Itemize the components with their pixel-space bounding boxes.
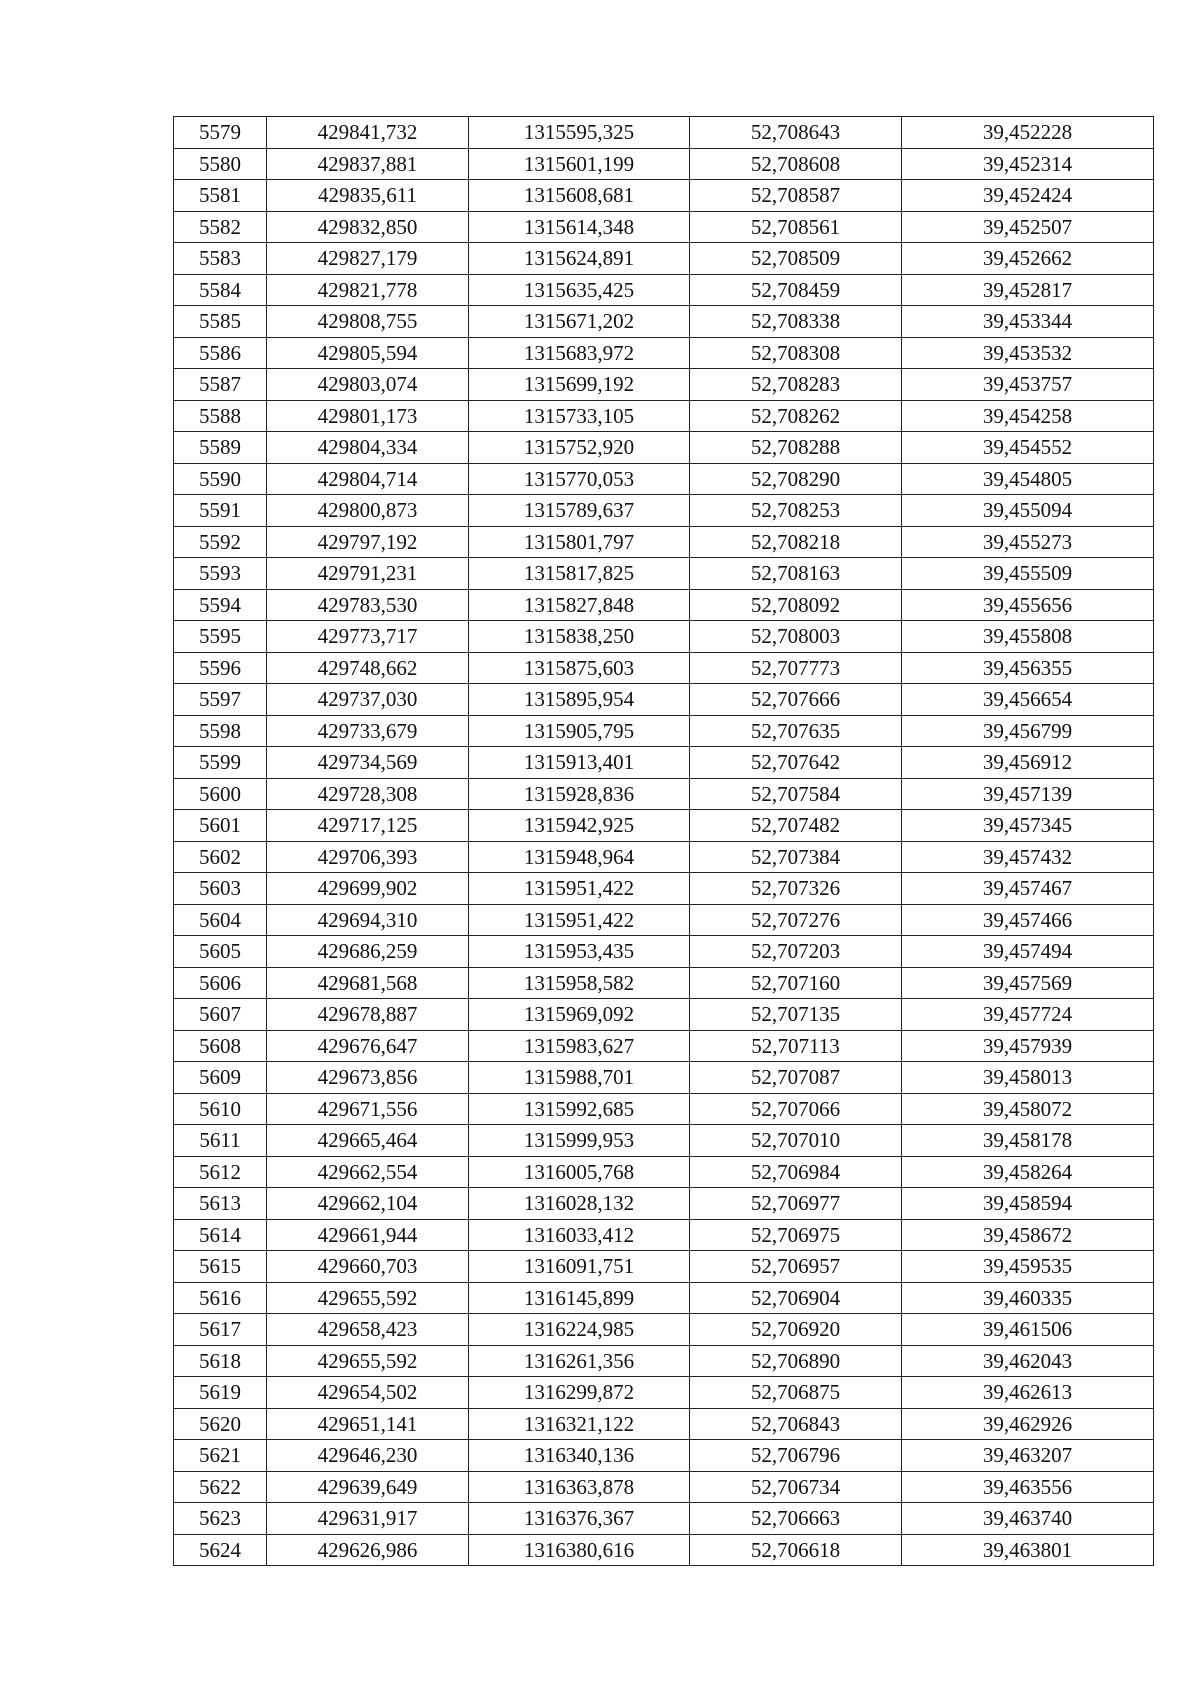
longitude-cell: 39,457467 bbox=[902, 873, 1154, 905]
y-coordinate-cell: 1315801,797 bbox=[469, 526, 690, 558]
y-coordinate-cell: 1316321,122 bbox=[469, 1408, 690, 1440]
point-number-cell: 5599 bbox=[174, 747, 267, 779]
table-row bbox=[174, 904, 1154, 936]
latitude-cell: 52,708643 bbox=[690, 117, 902, 149]
table-row bbox=[174, 1062, 1154, 1094]
latitude-cell: 52,708509 bbox=[690, 243, 902, 275]
longitude-cell: 39,457466 bbox=[902, 904, 1154, 936]
table-row bbox=[174, 652, 1154, 684]
point-number-cell: 5600 bbox=[174, 778, 267, 810]
y-coordinate-cell: 1316376,367 bbox=[469, 1503, 690, 1535]
latitude-cell: 52,708262 bbox=[690, 400, 902, 432]
x-coordinate-cell: 429837,881 bbox=[267, 148, 469, 180]
y-coordinate-cell: 1316261,356 bbox=[469, 1345, 690, 1377]
latitude-cell: 52,708308 bbox=[690, 337, 902, 369]
x-coordinate-cell: 429791,231 bbox=[267, 558, 469, 590]
latitude-cell: 52,708283 bbox=[690, 369, 902, 401]
table-row bbox=[174, 1156, 1154, 1188]
x-coordinate-cell: 429804,334 bbox=[267, 432, 469, 464]
table-row bbox=[174, 1377, 1154, 1409]
y-coordinate-cell: 1315671,202 bbox=[469, 306, 690, 338]
longitude-cell: 39,462613 bbox=[902, 1377, 1154, 1409]
table-row bbox=[174, 1093, 1154, 1125]
y-coordinate-cell: 1316005,768 bbox=[469, 1156, 690, 1188]
table-row bbox=[174, 684, 1154, 716]
y-coordinate-cell: 1316028,132 bbox=[469, 1188, 690, 1220]
x-coordinate-cell: 429803,074 bbox=[267, 369, 469, 401]
point-number-cell: 5619 bbox=[174, 1377, 267, 1409]
point-number-cell: 5618 bbox=[174, 1345, 267, 1377]
table-row bbox=[174, 810, 1154, 842]
longitude-cell: 39,455273 bbox=[902, 526, 1154, 558]
x-coordinate-cell: 429639,649 bbox=[267, 1471, 469, 1503]
table-row bbox=[174, 558, 1154, 590]
table-row bbox=[174, 1534, 1154, 1566]
x-coordinate-cell: 429733,679 bbox=[267, 715, 469, 747]
table-row bbox=[174, 747, 1154, 779]
point-number-cell: 5605 bbox=[174, 936, 267, 968]
point-number-cell: 5586 bbox=[174, 337, 267, 369]
x-coordinate-cell: 429655,592 bbox=[267, 1345, 469, 1377]
y-coordinate-cell: 1315942,925 bbox=[469, 810, 690, 842]
point-number-cell: 5583 bbox=[174, 243, 267, 275]
x-coordinate-cell: 429676,647 bbox=[267, 1030, 469, 1062]
y-coordinate-cell: 1315928,836 bbox=[469, 778, 690, 810]
longitude-cell: 39,455094 bbox=[902, 495, 1154, 527]
latitude-cell: 52,707384 bbox=[690, 841, 902, 873]
x-coordinate-cell: 429699,902 bbox=[267, 873, 469, 905]
latitude-cell: 52,708253 bbox=[690, 495, 902, 527]
x-coordinate-cell: 429662,554 bbox=[267, 1156, 469, 1188]
longitude-cell: 39,453757 bbox=[902, 369, 1154, 401]
longitude-cell: 39,457139 bbox=[902, 778, 1154, 810]
y-coordinate-cell: 1315948,964 bbox=[469, 841, 690, 873]
x-coordinate-cell: 429832,850 bbox=[267, 211, 469, 243]
longitude-cell: 39,463740 bbox=[902, 1503, 1154, 1535]
point-number-cell: 5607 bbox=[174, 999, 267, 1031]
x-coordinate-cell: 429808,755 bbox=[267, 306, 469, 338]
x-coordinate-cell: 429681,568 bbox=[267, 967, 469, 999]
y-coordinate-cell: 1315733,105 bbox=[469, 400, 690, 432]
table-row bbox=[174, 148, 1154, 180]
point-number-cell: 5608 bbox=[174, 1030, 267, 1062]
longitude-cell: 39,458072 bbox=[902, 1093, 1154, 1125]
point-number-cell: 5612 bbox=[174, 1156, 267, 1188]
point-number-cell: 5597 bbox=[174, 684, 267, 716]
y-coordinate-cell: 1315614,348 bbox=[469, 211, 690, 243]
longitude-cell: 39,460335 bbox=[902, 1282, 1154, 1314]
longitude-cell: 39,456355 bbox=[902, 652, 1154, 684]
latitude-cell: 52,706663 bbox=[690, 1503, 902, 1535]
y-coordinate-cell: 1315817,825 bbox=[469, 558, 690, 590]
table-row bbox=[174, 1503, 1154, 1535]
y-coordinate-cell: 1315913,401 bbox=[469, 747, 690, 779]
table-row bbox=[174, 936, 1154, 968]
latitude-cell: 52,708290 bbox=[690, 463, 902, 495]
point-number-cell: 5609 bbox=[174, 1062, 267, 1094]
latitude-cell: 52,707326 bbox=[690, 873, 902, 905]
point-number-cell: 5598 bbox=[174, 715, 267, 747]
point-number-cell: 5581 bbox=[174, 180, 267, 212]
x-coordinate-cell: 429694,310 bbox=[267, 904, 469, 936]
point-number-cell: 5614 bbox=[174, 1219, 267, 1251]
longitude-cell: 39,458594 bbox=[902, 1188, 1154, 1220]
table-row bbox=[174, 1188, 1154, 1220]
longitude-cell: 39,457724 bbox=[902, 999, 1154, 1031]
table-row bbox=[174, 621, 1154, 653]
point-number-cell: 5589 bbox=[174, 432, 267, 464]
latitude-cell: 52,707482 bbox=[690, 810, 902, 842]
latitude-cell: 52,706975 bbox=[690, 1219, 902, 1251]
x-coordinate-cell: 429737,030 bbox=[267, 684, 469, 716]
point-number-cell: 5596 bbox=[174, 652, 267, 684]
point-number-cell: 5584 bbox=[174, 274, 267, 306]
point-number-cell: 5606 bbox=[174, 967, 267, 999]
table-row bbox=[174, 1251, 1154, 1283]
y-coordinate-cell: 1316091,751 bbox=[469, 1251, 690, 1283]
y-coordinate-cell: 1315992,685 bbox=[469, 1093, 690, 1125]
x-coordinate-cell: 429646,230 bbox=[267, 1440, 469, 1472]
table-row bbox=[174, 1471, 1154, 1503]
latitude-cell: 52,708338 bbox=[690, 306, 902, 338]
latitude-cell: 52,706618 bbox=[690, 1534, 902, 1566]
x-coordinate-cell: 429821,778 bbox=[267, 274, 469, 306]
point-number-cell: 5620 bbox=[174, 1408, 267, 1440]
y-coordinate-cell: 1316145,899 bbox=[469, 1282, 690, 1314]
x-coordinate-cell: 429748,662 bbox=[267, 652, 469, 684]
table-row bbox=[174, 1408, 1154, 1440]
longitude-cell: 39,452314 bbox=[902, 148, 1154, 180]
table-row bbox=[174, 873, 1154, 905]
table-row bbox=[174, 400, 1154, 432]
latitude-cell: 52,706957 bbox=[690, 1251, 902, 1283]
longitude-cell: 39,461506 bbox=[902, 1314, 1154, 1346]
x-coordinate-cell: 429783,530 bbox=[267, 589, 469, 621]
coordinates-table bbox=[173, 116, 1154, 1566]
point-number-cell: 5602 bbox=[174, 841, 267, 873]
y-coordinate-cell: 1315595,325 bbox=[469, 117, 690, 149]
table-row bbox=[174, 117, 1154, 149]
point-number-cell: 5590 bbox=[174, 463, 267, 495]
coordinates-table-body bbox=[174, 117, 1154, 1566]
y-coordinate-cell: 1315958,582 bbox=[469, 967, 690, 999]
y-coordinate-cell: 1315999,953 bbox=[469, 1125, 690, 1157]
x-coordinate-cell: 429654,502 bbox=[267, 1377, 469, 1409]
latitude-cell: 52,707276 bbox=[690, 904, 902, 936]
longitude-cell: 39,463801 bbox=[902, 1534, 1154, 1566]
y-coordinate-cell: 1315770,053 bbox=[469, 463, 690, 495]
latitude-cell: 52,707773 bbox=[690, 652, 902, 684]
point-number-cell: 5624 bbox=[174, 1534, 267, 1566]
point-number-cell: 5591 bbox=[174, 495, 267, 527]
y-coordinate-cell: 1315789,637 bbox=[469, 495, 690, 527]
latitude-cell: 52,708218 bbox=[690, 526, 902, 558]
longitude-cell: 39,457494 bbox=[902, 936, 1154, 968]
x-coordinate-cell: 429658,423 bbox=[267, 1314, 469, 1346]
longitude-cell: 39,457939 bbox=[902, 1030, 1154, 1062]
x-coordinate-cell: 429717,125 bbox=[267, 810, 469, 842]
table-row bbox=[174, 1345, 1154, 1377]
table-row bbox=[174, 495, 1154, 527]
longitude-cell: 39,457569 bbox=[902, 967, 1154, 999]
x-coordinate-cell: 429800,873 bbox=[267, 495, 469, 527]
table-row bbox=[174, 589, 1154, 621]
y-coordinate-cell: 1316224,985 bbox=[469, 1314, 690, 1346]
longitude-cell: 39,455656 bbox=[902, 589, 1154, 621]
x-coordinate-cell: 429841,732 bbox=[267, 117, 469, 149]
y-coordinate-cell: 1315951,422 bbox=[469, 873, 690, 905]
x-coordinate-cell: 429626,986 bbox=[267, 1534, 469, 1566]
longitude-cell: 39,452662 bbox=[902, 243, 1154, 275]
x-coordinate-cell: 429678,887 bbox=[267, 999, 469, 1031]
y-coordinate-cell: 1315953,435 bbox=[469, 936, 690, 968]
table-row bbox=[174, 463, 1154, 495]
table-row bbox=[174, 369, 1154, 401]
point-number-cell: 5616 bbox=[174, 1282, 267, 1314]
longitude-cell: 39,452424 bbox=[902, 180, 1154, 212]
latitude-cell: 52,707642 bbox=[690, 747, 902, 779]
point-number-cell: 5617 bbox=[174, 1314, 267, 1346]
x-coordinate-cell: 429797,192 bbox=[267, 526, 469, 558]
table-row bbox=[174, 1314, 1154, 1346]
y-coordinate-cell: 1315875,603 bbox=[469, 652, 690, 684]
latitude-cell: 52,708608 bbox=[690, 148, 902, 180]
table-row bbox=[174, 1440, 1154, 1472]
point-number-cell: 5592 bbox=[174, 526, 267, 558]
latitude-cell: 52,708587 bbox=[690, 180, 902, 212]
longitude-cell: 39,462926 bbox=[902, 1408, 1154, 1440]
table-row bbox=[174, 243, 1154, 275]
x-coordinate-cell: 429660,703 bbox=[267, 1251, 469, 1283]
y-coordinate-cell: 1316033,412 bbox=[469, 1219, 690, 1251]
latitude-cell: 52,706984 bbox=[690, 1156, 902, 1188]
latitude-cell: 52,707635 bbox=[690, 715, 902, 747]
x-coordinate-cell: 429728,308 bbox=[267, 778, 469, 810]
latitude-cell: 52,707010 bbox=[690, 1125, 902, 1157]
y-coordinate-cell: 1315624,891 bbox=[469, 243, 690, 275]
longitude-cell: 39,463207 bbox=[902, 1440, 1154, 1472]
longitude-cell: 39,452228 bbox=[902, 117, 1154, 149]
x-coordinate-cell: 429662,104 bbox=[267, 1188, 469, 1220]
longitude-cell: 39,457432 bbox=[902, 841, 1154, 873]
x-coordinate-cell: 429686,259 bbox=[267, 936, 469, 968]
point-number-cell: 5582 bbox=[174, 211, 267, 243]
longitude-cell: 39,463556 bbox=[902, 1471, 1154, 1503]
y-coordinate-cell: 1315827,848 bbox=[469, 589, 690, 621]
longitude-cell: 39,456912 bbox=[902, 747, 1154, 779]
table-row bbox=[174, 967, 1154, 999]
table-row bbox=[174, 715, 1154, 747]
x-coordinate-cell: 429805,594 bbox=[267, 337, 469, 369]
y-coordinate-cell: 1315969,092 bbox=[469, 999, 690, 1031]
point-number-cell: 5594 bbox=[174, 589, 267, 621]
x-coordinate-cell: 429631,917 bbox=[267, 1503, 469, 1535]
point-number-cell: 5595 bbox=[174, 621, 267, 653]
y-coordinate-cell: 1315988,701 bbox=[469, 1062, 690, 1094]
table-row bbox=[174, 778, 1154, 810]
y-coordinate-cell: 1316380,616 bbox=[469, 1534, 690, 1566]
latitude-cell: 52,706890 bbox=[690, 1345, 902, 1377]
x-coordinate-cell: 429835,611 bbox=[267, 180, 469, 212]
x-coordinate-cell: 429655,592 bbox=[267, 1282, 469, 1314]
latitude-cell: 52,708561 bbox=[690, 211, 902, 243]
y-coordinate-cell: 1315635,425 bbox=[469, 274, 690, 306]
x-coordinate-cell: 429661,944 bbox=[267, 1219, 469, 1251]
longitude-cell: 39,453532 bbox=[902, 337, 1154, 369]
longitude-cell: 39,455509 bbox=[902, 558, 1154, 590]
point-number-cell: 5601 bbox=[174, 810, 267, 842]
x-coordinate-cell: 429801,173 bbox=[267, 400, 469, 432]
x-coordinate-cell: 429706,393 bbox=[267, 841, 469, 873]
longitude-cell: 39,452817 bbox=[902, 274, 1154, 306]
x-coordinate-cell: 429665,464 bbox=[267, 1125, 469, 1157]
longitude-cell: 39,459535 bbox=[902, 1251, 1154, 1283]
latitude-cell: 52,707584 bbox=[690, 778, 902, 810]
latitude-cell: 52,706843 bbox=[690, 1408, 902, 1440]
x-coordinate-cell: 429773,717 bbox=[267, 621, 469, 653]
table-row bbox=[174, 1282, 1154, 1314]
table-row bbox=[174, 1030, 1154, 1062]
longitude-cell: 39,456799 bbox=[902, 715, 1154, 747]
longitude-cell: 39,452507 bbox=[902, 211, 1154, 243]
longitude-cell: 39,456654 bbox=[902, 684, 1154, 716]
point-number-cell: 5587 bbox=[174, 369, 267, 401]
latitude-cell: 52,707666 bbox=[690, 684, 902, 716]
table-row bbox=[174, 841, 1154, 873]
point-number-cell: 5611 bbox=[174, 1125, 267, 1157]
point-number-cell: 5585 bbox=[174, 306, 267, 338]
latitude-cell: 52,708163 bbox=[690, 558, 902, 590]
table-row bbox=[174, 526, 1154, 558]
latitude-cell: 52,707203 bbox=[690, 936, 902, 968]
point-number-cell: 5622 bbox=[174, 1471, 267, 1503]
x-coordinate-cell: 429673,856 bbox=[267, 1062, 469, 1094]
point-number-cell: 5579 bbox=[174, 117, 267, 149]
latitude-cell: 52,706734 bbox=[690, 1471, 902, 1503]
x-coordinate-cell: 429804,714 bbox=[267, 463, 469, 495]
x-coordinate-cell: 429734,569 bbox=[267, 747, 469, 779]
latitude-cell: 52,706796 bbox=[690, 1440, 902, 1472]
y-coordinate-cell: 1316299,872 bbox=[469, 1377, 690, 1409]
y-coordinate-cell: 1315895,954 bbox=[469, 684, 690, 716]
y-coordinate-cell: 1315601,199 bbox=[469, 148, 690, 180]
longitude-cell: 39,458178 bbox=[902, 1125, 1154, 1157]
point-number-cell: 5615 bbox=[174, 1251, 267, 1283]
y-coordinate-cell: 1315699,192 bbox=[469, 369, 690, 401]
point-number-cell: 5593 bbox=[174, 558, 267, 590]
latitude-cell: 52,707160 bbox=[690, 967, 902, 999]
table-row bbox=[174, 274, 1154, 306]
latitude-cell: 52,708003 bbox=[690, 621, 902, 653]
latitude-cell: 52,706904 bbox=[690, 1282, 902, 1314]
longitude-cell: 39,457345 bbox=[902, 810, 1154, 842]
table-row bbox=[174, 999, 1154, 1031]
table-row bbox=[174, 211, 1154, 243]
table-row bbox=[174, 306, 1154, 338]
x-coordinate-cell: 429827,179 bbox=[267, 243, 469, 275]
longitude-cell: 39,454805 bbox=[902, 463, 1154, 495]
longitude-cell: 39,454258 bbox=[902, 400, 1154, 432]
latitude-cell: 52,708459 bbox=[690, 274, 902, 306]
point-number-cell: 5588 bbox=[174, 400, 267, 432]
table-row bbox=[174, 1219, 1154, 1251]
latitude-cell: 52,707135 bbox=[690, 999, 902, 1031]
latitude-cell: 52,706920 bbox=[690, 1314, 902, 1346]
latitude-cell: 52,708288 bbox=[690, 432, 902, 464]
point-number-cell: 5604 bbox=[174, 904, 267, 936]
longitude-cell: 39,458013 bbox=[902, 1062, 1154, 1094]
longitude-cell: 39,454552 bbox=[902, 432, 1154, 464]
y-coordinate-cell: 1315983,627 bbox=[469, 1030, 690, 1062]
table-row bbox=[174, 1125, 1154, 1157]
point-number-cell: 5613 bbox=[174, 1188, 267, 1220]
y-coordinate-cell: 1316340,136 bbox=[469, 1440, 690, 1472]
latitude-cell: 52,707087 bbox=[690, 1062, 902, 1094]
table-row bbox=[174, 180, 1154, 212]
longitude-cell: 39,458672 bbox=[902, 1219, 1154, 1251]
point-number-cell: 5580 bbox=[174, 148, 267, 180]
latitude-cell: 52,706875 bbox=[690, 1377, 902, 1409]
table-row bbox=[174, 432, 1154, 464]
y-coordinate-cell: 1315683,972 bbox=[469, 337, 690, 369]
y-coordinate-cell: 1315608,681 bbox=[469, 180, 690, 212]
point-number-cell: 5610 bbox=[174, 1093, 267, 1125]
y-coordinate-cell: 1315905,795 bbox=[469, 715, 690, 747]
latitude-cell: 52,707113 bbox=[690, 1030, 902, 1062]
latitude-cell: 52,706977 bbox=[690, 1188, 902, 1220]
point-number-cell: 5603 bbox=[174, 873, 267, 905]
point-number-cell: 5623 bbox=[174, 1503, 267, 1535]
y-coordinate-cell: 1316363,878 bbox=[469, 1471, 690, 1503]
x-coordinate-cell: 429671,556 bbox=[267, 1093, 469, 1125]
longitude-cell: 39,455808 bbox=[902, 621, 1154, 653]
x-coordinate-cell: 429651,141 bbox=[267, 1408, 469, 1440]
longitude-cell: 39,453344 bbox=[902, 306, 1154, 338]
latitude-cell: 52,708092 bbox=[690, 589, 902, 621]
latitude-cell: 52,707066 bbox=[690, 1093, 902, 1125]
longitude-cell: 39,462043 bbox=[902, 1345, 1154, 1377]
y-coordinate-cell: 1315752,920 bbox=[469, 432, 690, 464]
y-coordinate-cell: 1315951,422 bbox=[469, 904, 690, 936]
longitude-cell: 39,458264 bbox=[902, 1156, 1154, 1188]
table-row bbox=[174, 337, 1154, 369]
y-coordinate-cell: 1315838,250 bbox=[469, 621, 690, 653]
point-number-cell: 5621 bbox=[174, 1440, 267, 1472]
